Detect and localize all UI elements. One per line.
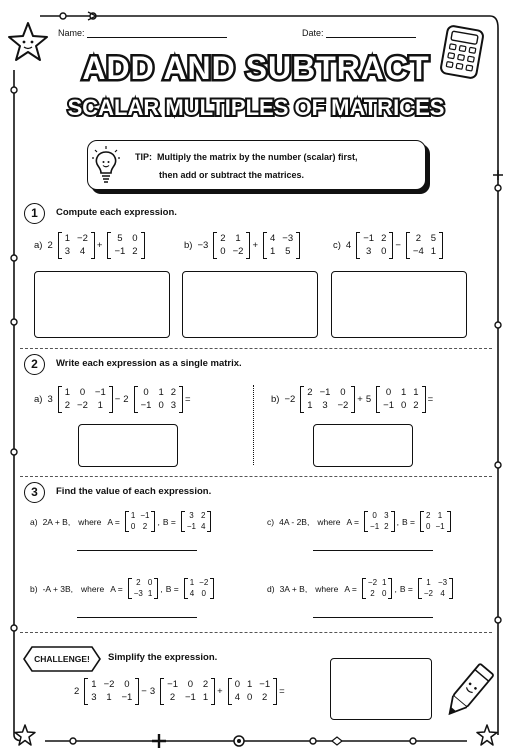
operator: − bbox=[114, 394, 121, 405]
matrix-cells bbox=[304, 386, 351, 413]
matrix-entry: 0 bbox=[158, 400, 164, 411]
matrix bbox=[228, 678, 277, 705]
section-divider bbox=[20, 476, 492, 477]
matrix bbox=[300, 386, 355, 413]
right-bracket bbox=[135, 678, 139, 705]
matrix-entry: 1 bbox=[246, 679, 253, 690]
matrix-entry: 2 bbox=[202, 679, 209, 690]
matrix-entry: 2 bbox=[384, 522, 389, 531]
item-label: a) bbox=[34, 240, 43, 251]
matrix-entry: −3 bbox=[437, 578, 448, 587]
right-bracket bbox=[141, 232, 145, 259]
matrix bbox=[420, 511, 451, 532]
matrix bbox=[128, 578, 159, 599]
expression-2-1 bbox=[34, 386, 194, 413]
matrix-cells bbox=[164, 678, 211, 705]
answer-box-1b[interactable] bbox=[182, 271, 318, 338]
matrix-entry: 2 bbox=[370, 589, 375, 598]
expression-text: -A + 3B, bbox=[42, 583, 74, 594]
matrix-entry: 2 bbox=[142, 522, 148, 531]
matrix-entry: 2 bbox=[64, 400, 71, 411]
matrix-entry: 1 bbox=[270, 246, 276, 257]
question-3-number: 3 bbox=[24, 482, 45, 503]
matrix-entry: 0 bbox=[124, 679, 130, 690]
scalar: −2 bbox=[284, 394, 296, 405]
matrix-entry: 5 bbox=[430, 233, 437, 244]
right-bracket bbox=[154, 578, 158, 599]
matrix-entry: −1 bbox=[184, 692, 196, 703]
matrix-entry: −3 bbox=[133, 589, 143, 598]
matrix-entry: 0 bbox=[372, 511, 377, 520]
tip-box bbox=[87, 140, 426, 190]
matrix-entry: 1 bbox=[64, 233, 71, 244]
where-text: where bbox=[315, 583, 339, 594]
equals-sign: = bbox=[279, 686, 285, 697]
matrix-entry: −1 bbox=[383, 400, 394, 411]
answer-line-3d[interactable] bbox=[313, 617, 433, 618]
scalar: 5 bbox=[365, 394, 372, 405]
matrix-entry: 3 bbox=[170, 400, 177, 411]
matrix-entry: 0 bbox=[132, 233, 138, 244]
matrix-a-label: A = bbox=[346, 516, 360, 527]
matrix-entry: 1 bbox=[382, 578, 387, 587]
expression-2-2 bbox=[271, 386, 436, 413]
expression-1-1 bbox=[34, 232, 147, 259]
matrix-entry: −1 bbox=[167, 679, 178, 690]
expression-text: 3A + B, bbox=[279, 583, 308, 594]
right-bracket bbox=[439, 232, 443, 259]
right-bracket bbox=[391, 511, 395, 532]
expression-3-1 bbox=[30, 511, 213, 532]
matrix-cells bbox=[410, 232, 439, 259]
date-field[interactable] bbox=[302, 28, 416, 38]
matrix-entry: 1 bbox=[91, 679, 97, 690]
matrix-cells bbox=[62, 386, 109, 413]
matrix bbox=[184, 578, 215, 599]
matrix-entry: 1 bbox=[189, 578, 195, 587]
matrix-cells bbox=[188, 578, 211, 599]
comma: , bbox=[396, 516, 399, 527]
scalar: 2 bbox=[47, 240, 53, 251]
matrix-entry: 1 bbox=[64, 387, 71, 398]
item-label: a) bbox=[34, 394, 43, 405]
matrix-entry: 2 bbox=[413, 400, 419, 411]
matrix bbox=[160, 678, 215, 705]
right-bracket bbox=[447, 511, 451, 532]
matrix-cells bbox=[185, 511, 208, 532]
matrix-entry: −1 bbox=[140, 511, 150, 520]
matrix-entry: −1 bbox=[435, 522, 445, 531]
tip-label: TIP: bbox=[135, 152, 152, 162]
answer-box-2a[interactable] bbox=[78, 424, 178, 467]
name-label: Name: bbox=[58, 28, 85, 38]
matrix-entry: −2 bbox=[367, 578, 378, 587]
matrix-entry: 1 bbox=[307, 400, 313, 411]
right-bracket bbox=[207, 511, 211, 532]
expression-text: 2A + B, bbox=[42, 516, 71, 527]
matrix-entry: −1 bbox=[319, 387, 331, 398]
matrix-entry: 2 bbox=[136, 578, 141, 587]
matrix-entry: 2 bbox=[381, 233, 387, 244]
section-divider bbox=[20, 632, 492, 633]
matrix-cells bbox=[129, 511, 152, 532]
matrix-entry: 0 bbox=[382, 589, 387, 598]
answer-box-challenge[interactable] bbox=[330, 658, 432, 720]
lightbulb-icon bbox=[92, 146, 120, 186]
expression-text: 4A - 2B, bbox=[279, 516, 310, 527]
answer-line-3c[interactable] bbox=[313, 550, 433, 551]
expression-3-2 bbox=[267, 511, 453, 532]
matrix bbox=[58, 386, 113, 413]
matrix-entry: 2 bbox=[425, 511, 431, 520]
right-bracket bbox=[351, 386, 355, 413]
matrix-entry: 4 bbox=[189, 589, 195, 598]
matrix bbox=[125, 511, 156, 532]
item-label: b) bbox=[30, 583, 38, 594]
matrix-entry: −1 bbox=[94, 387, 106, 398]
right-bracket bbox=[449, 578, 453, 599]
column-divider bbox=[253, 385, 254, 465]
matrix-entry: 1 bbox=[202, 692, 209, 703]
pencil-icon bbox=[438, 662, 496, 724]
expression-1-2 bbox=[184, 232, 302, 259]
matrix-entry: −3 bbox=[282, 233, 294, 244]
matrix bbox=[181, 511, 212, 532]
matrix bbox=[376, 386, 425, 413]
matrix bbox=[84, 678, 139, 705]
star-icon bbox=[14, 724, 36, 746]
matrix-entry: 5 bbox=[117, 233, 123, 244]
matrix-entry: 0 bbox=[130, 522, 136, 531]
matrix-entry: −2 bbox=[199, 578, 209, 587]
matrix-entry: 2 bbox=[307, 387, 313, 398]
answer-box-1a[interactable] bbox=[34, 271, 170, 338]
right-bracket bbox=[179, 386, 183, 413]
matrix-a-label: A = bbox=[344, 583, 357, 594]
matrix-entry: −2 bbox=[77, 400, 88, 411]
matrix-entry: 2 bbox=[415, 233, 421, 244]
matrix-entry: 0 bbox=[79, 387, 86, 398]
matrix-entry: 1 bbox=[130, 511, 136, 520]
equals-sign: = bbox=[185, 394, 191, 405]
page-subtitle: SCALAR MULTIPLES OF MATRICES bbox=[67, 95, 445, 120]
right-bracket bbox=[422, 386, 426, 413]
matrix-entry: 4 bbox=[234, 692, 240, 703]
question-2-number: 2 bbox=[24, 354, 45, 375]
tip-line-1 bbox=[135, 152, 358, 162]
answer-box-2b[interactable] bbox=[313, 424, 413, 467]
matrix-entry: 1 bbox=[437, 511, 443, 520]
expression-3-3 bbox=[30, 578, 216, 599]
matrix-entry: 2 bbox=[220, 233, 226, 244]
item-label: b) bbox=[271, 394, 280, 405]
answer-box-1c[interactable] bbox=[331, 271, 467, 338]
where-text: where bbox=[317, 516, 341, 527]
operator: − bbox=[395, 240, 401, 251]
matrix-entry: 4 bbox=[270, 233, 276, 244]
matrix-b-label: B = bbox=[399, 583, 413, 594]
tip-text-2: then add or subtract the matrices. bbox=[159, 170, 305, 180]
matrix-entry: −2 bbox=[77, 233, 88, 244]
matrix bbox=[213, 232, 250, 259]
right-bracket bbox=[211, 678, 215, 705]
matrix-entry: −1 bbox=[121, 692, 133, 703]
matrix-b-label: B = bbox=[162, 516, 176, 527]
matrix-entry: 3 bbox=[365, 246, 372, 257]
item-label: c) bbox=[267, 516, 275, 527]
where-text: where bbox=[78, 516, 102, 527]
matrix bbox=[362, 578, 393, 599]
matrix-entry: 4 bbox=[440, 589, 445, 598]
matrix-cells bbox=[88, 678, 135, 705]
right-bracket bbox=[151, 511, 155, 532]
matrix-entry: 1 bbox=[97, 400, 103, 411]
matrix-entry: −2 bbox=[103, 679, 115, 690]
matrix bbox=[364, 511, 395, 532]
right-bracket bbox=[91, 232, 95, 259]
matrix-cells bbox=[138, 386, 179, 413]
name-field[interactable] bbox=[58, 28, 227, 38]
matrix-entry: 3 bbox=[189, 511, 194, 520]
matrix-entry: −2 bbox=[232, 246, 244, 257]
matrix-entry: 2 bbox=[262, 692, 268, 703]
scalar: 4 bbox=[345, 240, 352, 251]
matrix-entry: 3 bbox=[64, 246, 71, 257]
scalar: −3 bbox=[197, 240, 209, 251]
matrix-cells bbox=[232, 678, 273, 705]
operator: + bbox=[217, 686, 223, 697]
matrix-entry: 0 bbox=[234, 679, 240, 690]
scalar: 3 bbox=[149, 686, 156, 697]
matrix-cells bbox=[424, 511, 447, 532]
question-1-heading: Compute each expression. bbox=[56, 207, 177, 218]
scalar: 2 bbox=[74, 686, 80, 697]
item-label: d) bbox=[267, 583, 275, 594]
matrix-entry: 1 bbox=[158, 387, 164, 398]
operator: + bbox=[96, 240, 103, 251]
matrix-b-label: B = bbox=[401, 516, 415, 527]
matrix-cells bbox=[267, 232, 296, 259]
date-line[interactable] bbox=[326, 29, 416, 38]
question-2-heading: Write each expression as a single matrix. bbox=[56, 358, 242, 369]
matrix-cells bbox=[380, 386, 421, 413]
matrix bbox=[107, 232, 144, 259]
section-divider bbox=[20, 348, 492, 349]
matrix-entry: 0 bbox=[381, 246, 387, 257]
scalar: 2 bbox=[123, 394, 129, 405]
expression-1-3 bbox=[333, 232, 445, 259]
right-bracket bbox=[246, 232, 250, 259]
matrix bbox=[356, 232, 393, 259]
matrix-cells bbox=[422, 578, 449, 599]
equals-sign: = bbox=[427, 394, 434, 405]
matrix-entry: 0 bbox=[201, 589, 206, 598]
matrix-entry: 0 bbox=[425, 522, 431, 531]
matrix-entry: 2 bbox=[132, 246, 138, 257]
right-bracket bbox=[388, 578, 392, 599]
matrix-entry: 0 bbox=[143, 387, 149, 398]
matrix-entry: −1 bbox=[370, 522, 380, 531]
answer-line-3b[interactable] bbox=[77, 617, 197, 618]
page-title: ADD AND SUBTRACT bbox=[82, 50, 430, 86]
matrix-a-label: A = bbox=[110, 583, 123, 594]
matrix-a-label: A = bbox=[107, 516, 120, 527]
scalar: 3 bbox=[47, 394, 53, 405]
matrix-entry: 2 bbox=[169, 692, 176, 703]
matrix-entry: −1 bbox=[186, 522, 196, 531]
matrix-entry: −1 bbox=[259, 679, 271, 690]
matrix bbox=[418, 578, 453, 599]
matrix-entry: 1 bbox=[147, 589, 153, 598]
matrix-entry: 0 bbox=[400, 400, 407, 411]
challenge-heading: Simplify the expression. bbox=[108, 652, 218, 663]
matrix-entry: 4 bbox=[79, 246, 86, 257]
matrix-entry: 5 bbox=[285, 246, 291, 257]
item-label: b) bbox=[184, 240, 193, 251]
operator: − bbox=[141, 686, 147, 697]
comma: , bbox=[157, 516, 160, 527]
question-1-number: 1 bbox=[24, 203, 45, 224]
matrix-entry: 2 bbox=[200, 511, 206, 520]
matrix-cells bbox=[111, 232, 140, 259]
matrix-entry: 3 bbox=[384, 511, 389, 520]
challenge-badge: CHALLENGE! bbox=[34, 654, 90, 664]
matrix-entry: −1 bbox=[114, 246, 126, 257]
matrix bbox=[406, 232, 443, 259]
right-bracket bbox=[389, 232, 393, 259]
matrix-b-label: B = bbox=[165, 583, 179, 594]
matrix-entry: 0 bbox=[340, 387, 346, 398]
matrix-entry: 0 bbox=[385, 387, 392, 398]
matrix bbox=[263, 232, 300, 259]
matrix-entry: −1 bbox=[363, 233, 375, 244]
matrix-entry: 2 bbox=[170, 387, 177, 398]
matrix-entry: 0 bbox=[147, 578, 153, 587]
matrix bbox=[134, 386, 183, 413]
matrix-entry: 1 bbox=[235, 233, 241, 244]
right-bracket bbox=[296, 232, 300, 259]
operator: + bbox=[252, 240, 258, 251]
item-label: c) bbox=[333, 240, 341, 251]
matrix-entry: −2 bbox=[423, 589, 433, 598]
question-3-heading: Find the value of each expression. bbox=[56, 486, 212, 497]
matrix-entry: 3 bbox=[322, 400, 328, 411]
matrix-entry: 1 bbox=[413, 387, 419, 398]
comma: , bbox=[160, 583, 163, 594]
matrix bbox=[58, 232, 95, 259]
matrix-entry: 1 bbox=[430, 246, 437, 257]
name-line[interactable] bbox=[87, 29, 227, 38]
comma: , bbox=[394, 583, 397, 594]
matrix-entry: −1 bbox=[140, 400, 152, 411]
matrix-entry: 1 bbox=[426, 578, 431, 587]
matrix-entry: 0 bbox=[246, 692, 253, 703]
matrix-cells bbox=[132, 578, 155, 599]
right-bracket bbox=[109, 386, 113, 413]
matrix-cells bbox=[366, 578, 389, 599]
right-bracket bbox=[210, 578, 214, 599]
matrix-cells bbox=[217, 232, 246, 259]
where-text: where bbox=[81, 583, 105, 594]
expression-3-4 bbox=[267, 578, 455, 599]
matrix-entry: 0 bbox=[187, 679, 194, 690]
matrix-entry: 3 bbox=[91, 692, 97, 703]
matrix-entry: 4 bbox=[200, 522, 206, 531]
date-label: Date: bbox=[302, 28, 324, 38]
matrix-cells bbox=[360, 232, 389, 259]
matrix-entry: 1 bbox=[106, 692, 112, 703]
operator: + bbox=[357, 394, 363, 405]
star-icon bbox=[476, 724, 498, 746]
challenge-expression bbox=[74, 678, 288, 705]
matrix-entry: −4 bbox=[412, 246, 424, 257]
item-label: a) bbox=[30, 516, 38, 527]
matrix-entry: 1 bbox=[400, 387, 407, 398]
matrix-cells bbox=[368, 511, 391, 532]
right-bracket bbox=[273, 678, 277, 705]
matrix-cells bbox=[62, 232, 91, 259]
matrix-entry: 0 bbox=[220, 246, 226, 257]
tip-text-1: Multiply the matrix by the number (scalar) first, bbox=[157, 152, 358, 162]
matrix-entry: −2 bbox=[337, 400, 349, 411]
answer-line-3a[interactable] bbox=[77, 550, 197, 551]
